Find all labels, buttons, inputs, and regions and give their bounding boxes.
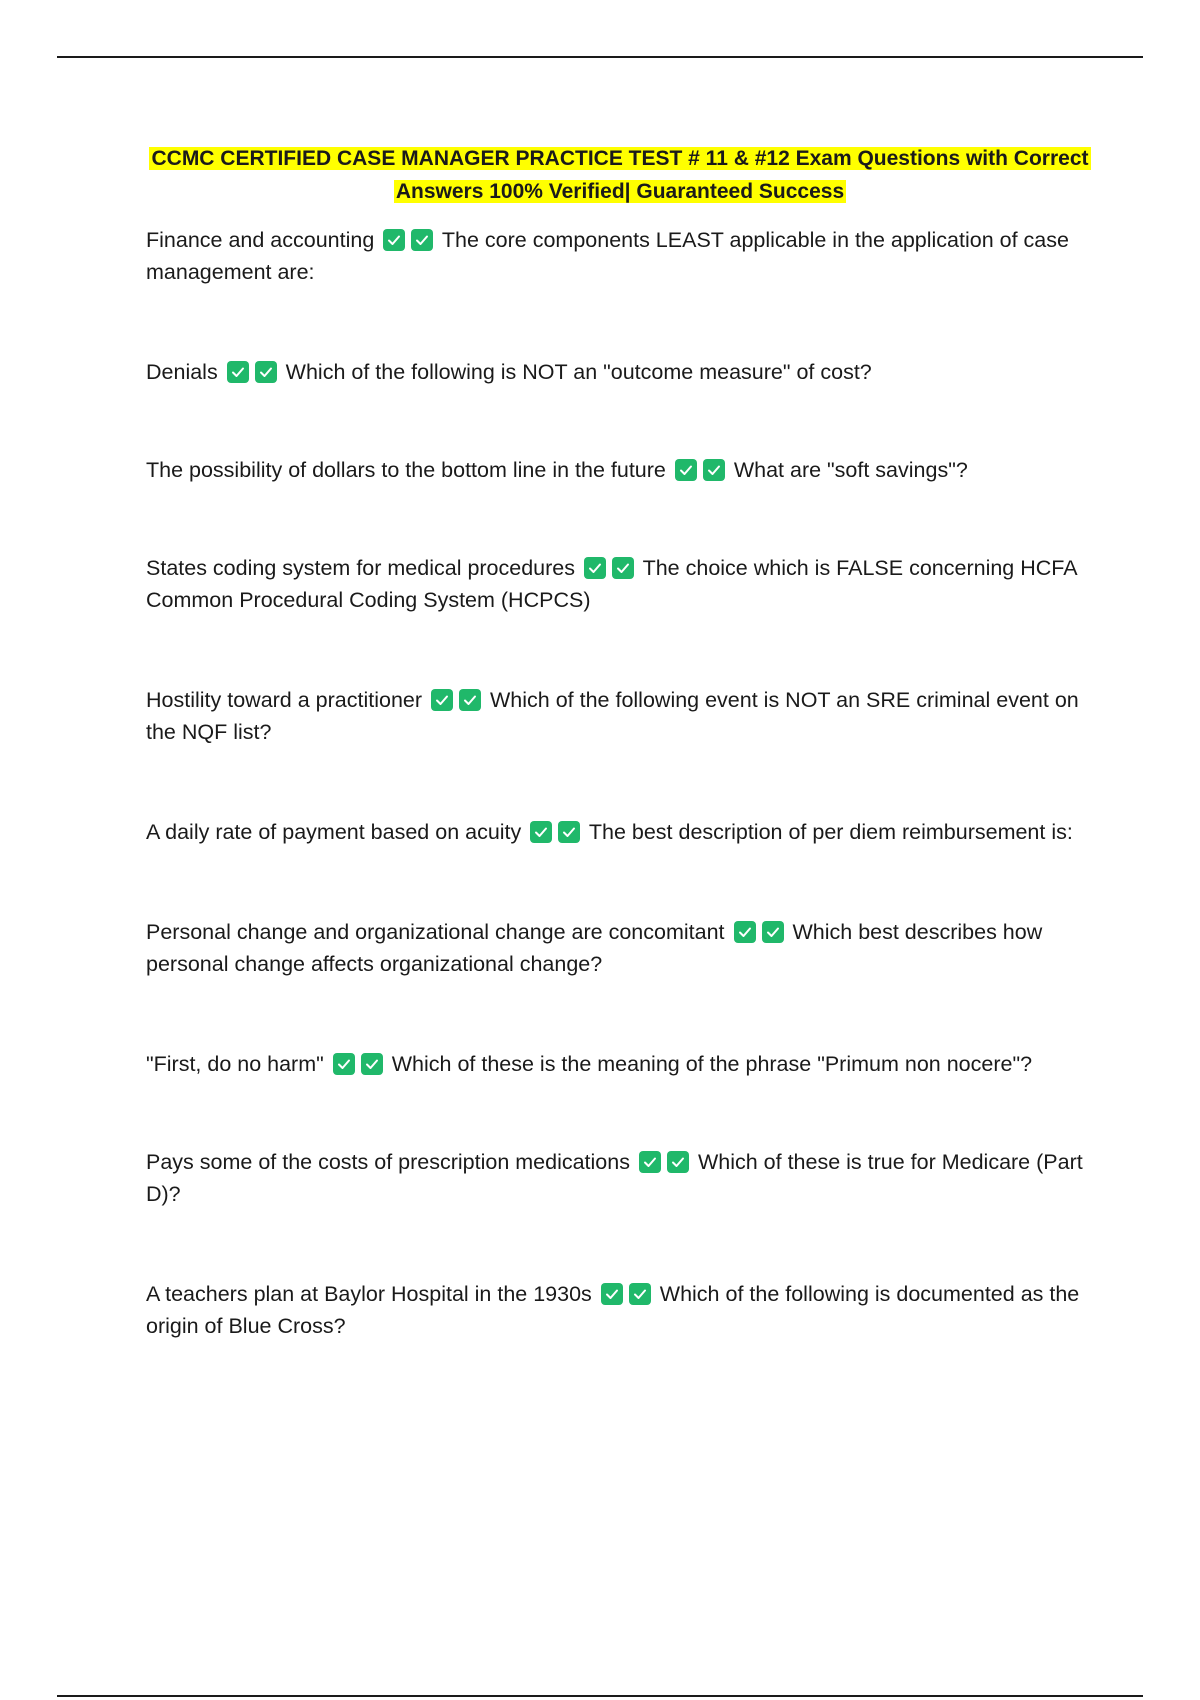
- check-mark-icon: [459, 689, 481, 711]
- qa-item: [146, 684, 1096, 748]
- answer-text: Pays some of the costs of prescription medications: [146, 1150, 630, 1174]
- qa-item: [146, 552, 1096, 616]
- check-mark-icon: [255, 361, 277, 383]
- document-title: [130, 142, 1110, 208]
- check-mark-icon: [703, 459, 725, 481]
- check-mark-icon: [612, 557, 634, 579]
- question-text: The core components LEAST applicable in the application of case management are:: [146, 228, 1069, 284]
- answer-text: Finance and accounting: [146, 228, 375, 252]
- check-mark-icon: [629, 1283, 651, 1305]
- check-mark-icon: [383, 229, 405, 251]
- answer-text: A teachers plan at Baylor Hospital in the 1930s: [146, 1282, 592, 1306]
- qa-item: [146, 1146, 1096, 1210]
- check-mark-icon: [584, 557, 606, 579]
- qa-item: [146, 1278, 1096, 1342]
- question-text: The best description of per diem reimbursement is:: [588, 820, 1073, 844]
- qa-list: [146, 224, 1096, 1410]
- check-mark-icon: [601, 1283, 623, 1305]
- answer-text: The possibility of dollars to the bottom line in the future: [146, 458, 666, 482]
- question-text: Which of these is the meaning of the phrase "Primum non nocere"?: [391, 1052, 1033, 1076]
- check-mark-icon: [762, 921, 784, 943]
- question-text: What are "soft savings"?: [733, 458, 968, 482]
- title-line-2: Answers 100% Verified| Guaranteed Success: [395, 180, 845, 203]
- qa-item: [146, 356, 1096, 388]
- check-mark-icon: [558, 821, 580, 843]
- answer-text: "First, do no harm": [146, 1052, 324, 1076]
- question-text: Which of these is true for Medicare (Part D)?: [146, 1150, 1083, 1206]
- question-text: Which best describes how personal change affects organizational change?: [146, 920, 1043, 976]
- qa-item: [146, 1048, 1096, 1080]
- qa-item: [146, 916, 1096, 980]
- check-mark-icon: [639, 1151, 661, 1173]
- question-text: Which of the following is NOT an "outcome measure" of cost?: [285, 360, 872, 384]
- qa-item: [146, 454, 1096, 486]
- answer-text: States coding system for medical procedures: [146, 556, 576, 580]
- top-rule: [57, 56, 1143, 58]
- answer-text: Personal change and organizational change are concomitant: [146, 920, 725, 944]
- title-line-1: CCMC CERTIFIED CASE MANAGER PRACTICE TEST # 11 & #12 Exam Questions with Correct: [151, 147, 1089, 170]
- question-text: Which of the following event is NOT an SRE criminal event on the NQF list?: [146, 688, 1079, 744]
- qa-item: [146, 816, 1096, 848]
- qa-item: [146, 224, 1096, 288]
- answer-text: Hostility toward a practitioner: [146, 688, 423, 712]
- check-mark-icon: [227, 361, 249, 383]
- answer-text: Denials: [146, 360, 218, 384]
- question-text: The choice which is FALSE concerning HCFA Common Procedural Coding System (HCPCS): [146, 556, 1077, 612]
- answer-text: A daily rate of payment based on acuity: [146, 820, 522, 844]
- check-mark-icon: [361, 1053, 383, 1075]
- check-mark-icon: [667, 1151, 689, 1173]
- check-mark-icon: [411, 229, 433, 251]
- check-mark-icon: [675, 459, 697, 481]
- check-mark-icon: [431, 689, 453, 711]
- check-mark-icon: [333, 1053, 355, 1075]
- bottom-rule: [57, 1695, 1143, 1697]
- check-mark-icon: [734, 921, 756, 943]
- question-text: Which of the following is documented as the origin of Blue Cross?: [146, 1282, 1080, 1338]
- check-mark-icon: [530, 821, 552, 843]
